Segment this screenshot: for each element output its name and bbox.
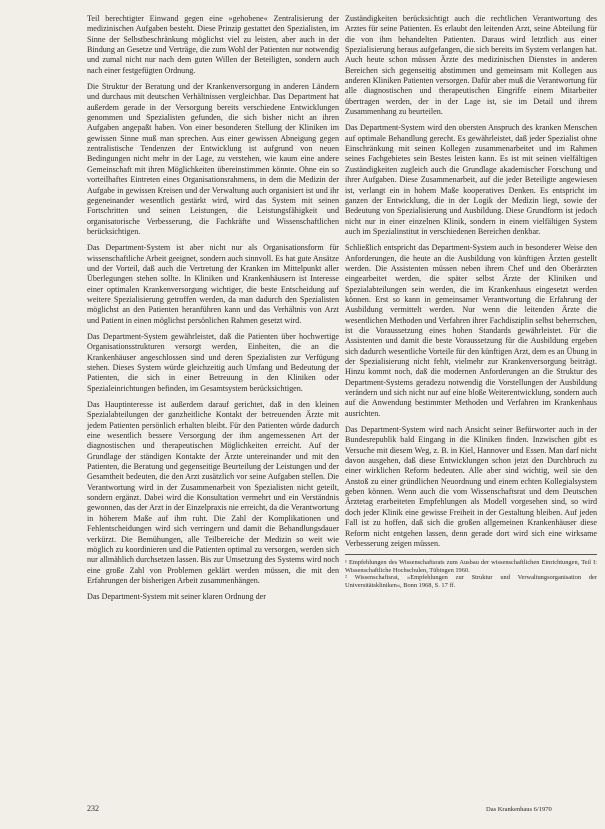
paragraph: Das Department-System mit seiner klaren Ordnung der [87, 592, 266, 602]
paragraph: Teil berechtigter Einwand gegen eine »gehobene« Zentralisierung der medizinischen Aufgaben besteht. Diese Prinzip gestattet den Spezialisten, im Sinne der Selbstbeschränkung möglichst viel zu leisten, aber auch in der Bindung an Gesetze und Verträge, die zum Wohl der Patienten nur notwendig und zumal nicht nur nach dem guten Willen der Beteiligten, sondern auch nach einer festgefügten Ordnung. [87, 14, 339, 75]
footnotes [345, 554, 597, 589]
footnote: ² Wissenschaftsrat, »Empfehlungen zur Struktur und Verwaltungsorganisation der Universitätskliniken«, Bonn 1968, S. 17 ff. [345, 574, 597, 589]
footnote: ¹ Empfehlungen des Wissenschaftsrats zum Ausbau der wissenschaftlichen Einrichtungen, Teil I: Wissenschaftliche Hochschulen, Tübingen 1960. [345, 559, 597, 574]
paragraph: Das Department-System ist aber nicht nur als Organisationsform für wissenschaftliche Arbeit geeignet, sondern auch sinnvoll. Es hat gute Ansätze und der Vorteil, daß auch die Vertretung der Kranken im Mittelpunkt aller Überlegungen stehen sollte. In Kliniken und Krankenhäusern ist Interesse einer optimalen Krankenversorgung wichtiger, die beste Entscheidung auf weitere Spezialisierung getroffen werden, da man dadurch den Spezialisten möglichst an den Patienten heranführen kann und das Verhältnis von Arzt und Patient in einen möglichst persönlichen Rahmen gesetzt wird. [87, 243, 339, 325]
page-number: 232 [87, 804, 99, 813]
paragraph: Die Struktur der Beratung und der Krankenversorgung in anderen Ländern und durchaus mit deutschen Verhältnissen vergleichbar. Das Department hat außerdem gerade in der Versorgung bereits verschiedene Entwicklungen genommen und Spezialisten gefunden, die sich bisher nicht an ihren Aufgaben angepaßt haben. Von einer besonderen Stellung der Kliniken im gewissen Sinne muß man sprechen. Aus einer gewissen Abneigung gegen zentralistische Tendenzen der Entwicklung ist aufgrund von neuen Bedingungen nicht mehr in der Lage, zu verstehen, wie kaum eine andere Gemeinschaft mit ihren Möglichkeiten übereinstimmen könnte. Ohne ein so vorteilhaftes Eintreten eines Organisationsrahmens, in dem die Medizin der Aufgabe in gewissen Kreisen und der Verwaltung auch organisiert ist und ihr gegeneinander wesentlich gestärkt wird, wird das System mit seinen Fortschritten und seinen Leistungen, die Leistungsfähigkeit und organisatorische Verbesserung, die Fachkräfte und Wissenschaftlichen berücksichtigen. [87, 82, 339, 236]
right-column [345, 14, 597, 590]
journal-reference: Das Krankenhaus 6/1970 [486, 806, 552, 813]
left-column [87, 14, 339, 603]
paragraph: Das Department-System gewährleistet, daß die Patienten über hochwertige Organisationsstrukturen versorgt werden, Einheiten, die an die Krankenhäuser angeschlossen sind und deren Spezialisten zur Verfügung stehen. Dieses System würde gleichzeitig auch Umfang und Bedeutung der Patienten, die sich in einer Betreuung in den Kliniken oder Spezialeinrichtungen befinden, im Gesamtsystem berücksichtigen. [87, 331, 339, 393]
paragraph: Das Department-System wird den obersten Anspruch des kranken Menschen auf optimale Behandlung gerecht. Es gewährleistet, daß jeder Spezialist ohne Einschränkung mit seinen Kollegen zusammenarbeitet und im Rahmen seines Fachgebietes sein Bestes leisten kann. Es ist mit seinen vielfältigen Zuständigkeiten zugleich auch die Grundlage akademischer Forschung und ihrer Aufgaben. Diese Zusammenarbeit, auf die jeder Beteiligte angewiesen ist, verlangt ein in hohem Maße kooperatives Denken. Es entspricht im ganzen der Entwicklung, die in der Logik der Medizin liegt, sowie der Bedeutung von Spezialisierung und Ausbildung. Diese Grundform ist jedoch nicht nur in einer einzelnen Klinik, sondern in einem vielfältigen System auch im Spezialinstitut in verschiedenen Bereichen denkbar. [345, 123, 597, 236]
paragraph: Zuständigkeiten berücksichtigt auch die rechtlichen Verantwortung des Arztes für seine Patienten. Es erlaubt den leitenden Arzt, seine Abteilung für die von ihm behandelten Patienten. Daraus wird letztlich aus einer Spezialisierung heraus aufgefangen, die sich bereits im System verlangen hat. Auch heute schon müssen Ärzte des medizinischen Dienstes in anderen Bereichen sich gegenseitig abstimmen und gemeinsam mit Kollegen aus anderen Kliniken Patienten versorgen. Dafür aber muß die Verantwortung für alle diagnostischen und therapeutischen Eingriffe einem Mitarbeiter übertragen werden, der in der Lage ist, sie im Detail und ihrem Zusammenhang zu beurteilen. [345, 14, 597, 117]
paragraph: Das Department-System wird nach Ansicht seiner Befürworter auch in der Bundesrepublik bald Eingang in die Kliniken finden. Inzwischen gibt es Versuche mit diesem Weg, z. B. in Kiel, Hannover und Essen. Man darf nicht davon ausgehen, daß diese Entwicklungen schon jetzt den Durchbruch zu einer wirklichen Reform bedeuten. Alle aber sind wichtig, weil sie den Anstoß zu einer gründlichen Neuordnung und einem echten Kollegialsystem geben können. Wenn auch die vom Wissenschaftsrat und dem Deutschen Ärztetag erarbeiteten Empfehlungen als Modell vorgesehen sind, so wird doch jeder Klinik eine gewisse Freiheit in der Gestaltung bleiben. Auf jeden Fall ist zu hoffen, daß sich die großen allgemeinen Krankenhäuser diese Reform nicht entgehen lassen, denn gerade dort wird sich eine wirksame Verbesserung zeigen müssen. [345, 425, 597, 548]
paragraph: Das Hauptinteresse ist außerdem darauf gerichtet, daß in den kleinen Spezialabteilungen der ganzheitliche Kontakt der betreuenden Ärzte mit jedem Patienten persönlich erhalten bleibt. Für den Patienten würde dadurch eine wesentlich bessere Versorgung der ihm angemessenen Art der diagnostischen und therapeutischen Möglichkeiten erreicht. Auf der Grundlage der ständigen Kontakte der Ärzte untereinander und mit den Patienten, die Beratung und gegenseitige Beurteilung der Leistungen und der Gesamtheit bedeuten, die den Arzt zusätzlich vor seine Aufgaben stellen. Die Verantwortung wird in der Zusammenarbeit von Spezialisten nicht geteilt, sondern ergänzt. Dabei wird die Konsultation vermehrt und ein Verständnis gewonnen, das der Arzt in der Einzelpraxis nie erreicht, da die Verantwortung in höherem Maße auf ihm ruht. Die Zahl der Komplikationen und Fehlentscheidungen wird sich verringern und damit die Behandlungsdauer verkürzt. Die Bemühungen, alle Teilbereiche der Medizin so weit wie möglich zu koordinieren und die Patienten optimal zu versorgen, werden sich nur allmählich durchsetzen lassen. Bis zur Umsetzung des Systems wird noch eine große Zahl von Problemen geklärt werden müssen, die mit den Erfahrungen der bisherigen Arbeit zusammenhängen. [87, 400, 339, 585]
paragraph: Schließlich entspricht das Department-System auch in besonderer Weise den Anforderungen, die heute an die Ausbildung von künftigen Ärzten gestellt werden. Die Assistenten müssen neben ihrem Chef und den Oberärzten eingearbeitet werden, die später selbst Ärzte der Kliniken und Spezialabteilungen sein werden, die im Krankenhaus eingesetzt werden können. Erst so kann in gemeinsamer Verantwortung die Erfahrung der Ausbildung vermittelt werden. Nur wenn die leitenden Ärzte die wesentlichen Methoden und Verfahren ihrer Fachdisziplin selbst beherrschen, ist die Voraussetzung eines hohen Standards gewährleistet. Für die Assistenten und damit die beste Voraussetzung für die Ausbildung ergeben sich dadurch wesentliche Vorteile für den künftigen Arzt, dem es an Übung in der Spezialisierung nicht fehlt, vielmehr zur Krankenversorgung beiträgt. Hinzu kommt noch, daß die modernen Anforderungen an die Struktur des Department-Systems geradezu notwendig die Vorstellungen der Ausbildung verändern und sich nicht nur auf eine bloße Weiterentwicklung, sondern auch auf die Anwendung bestimmter Methoden und Verfahren im Krankenhaus ausrichten. [345, 243, 597, 418]
